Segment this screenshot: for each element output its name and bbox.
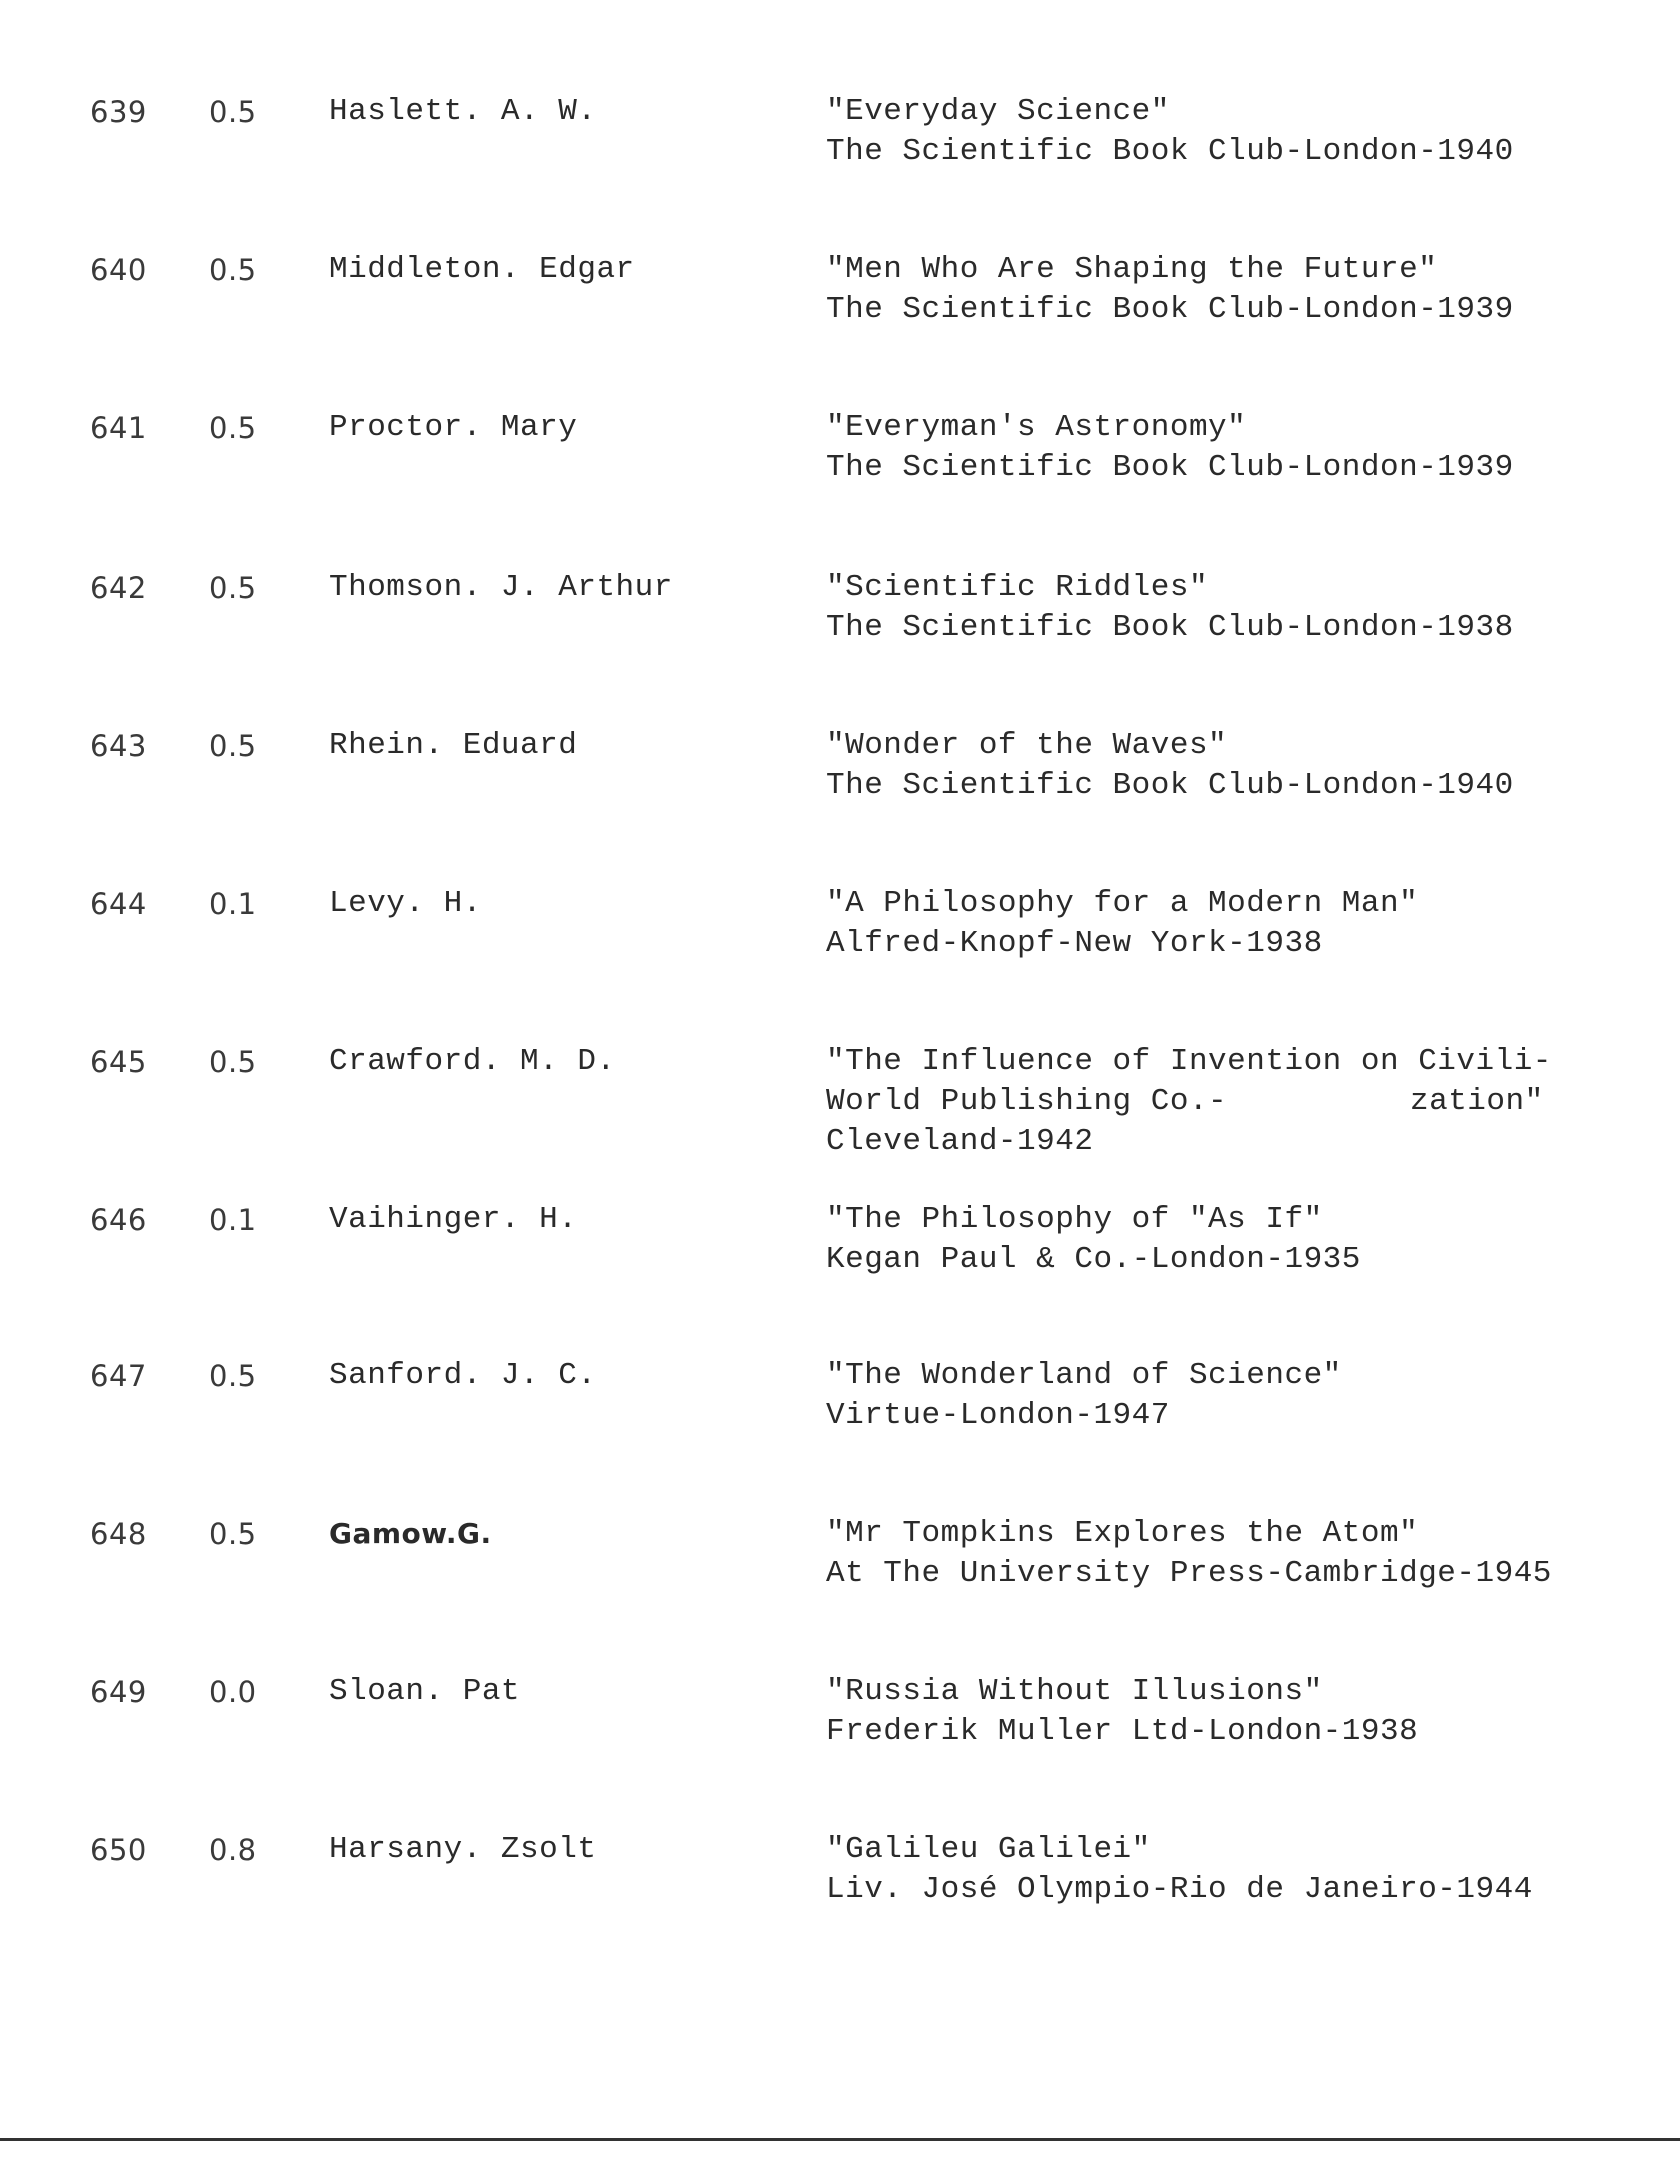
- entry-number: 645: [90, 1045, 147, 1079]
- catalog-entry-648: [0, 1514, 1680, 1634]
- entry-author: Sanford. J. C.: [329, 1358, 597, 1393]
- catalog-entry-639: [0, 92, 1680, 212]
- entry-author: Gamow.G.: [329, 1517, 492, 1550]
- entry-number: 644: [90, 887, 147, 921]
- catalog-entry-649: [0, 1672, 1680, 1792]
- catalog-entry-650: [0, 1830, 1680, 1950]
- entry-title: "Galileu Galilei": [826, 1832, 1151, 1867]
- entry-author: Harsany. Zsolt: [329, 1832, 597, 1867]
- entry-value: 0.0: [209, 1675, 257, 1709]
- entry-number: 643: [90, 729, 147, 763]
- entry-publisher: Alfred-Knopf-New York-1938: [826, 926, 1323, 961]
- entry-value: 0.5: [209, 729, 257, 763]
- entry-title: "Russia Without Illusions": [826, 1674, 1323, 1709]
- entry-publisher: At The University Press-Cambridge-1945: [826, 1556, 1552, 1591]
- page-bottom-rule: [0, 2138, 1680, 2141]
- catalog-entry-645: [0, 1042, 1680, 1162]
- entry-number: 646: [90, 1203, 147, 1237]
- entry-number: 648: [90, 1517, 147, 1551]
- entry-number: 639: [90, 95, 147, 129]
- entry-number: 647: [90, 1359, 147, 1393]
- entry-title: "Men Who Are Shaping the Future": [826, 252, 1438, 287]
- entry-publisher: The Scientific Book Club-London-1940: [826, 768, 1514, 803]
- entry-publisher: The Scientific Book Club-London-1939: [826, 450, 1514, 485]
- entry-number: 649: [90, 1675, 147, 1709]
- entry-title-continuation: zation": [1410, 1084, 1544, 1119]
- entry-publisher: World Publishing Co.-: [826, 1084, 1228, 1119]
- entry-publisher-continuation: Cleveland-1942: [826, 1124, 1094, 1159]
- entry-author: Proctor. Mary: [329, 410, 578, 445]
- entry-value: 0.5: [209, 95, 257, 129]
- entry-value: 0.5: [209, 1045, 257, 1079]
- entry-value: 0.8: [209, 1833, 257, 1867]
- entry-title: "The Influence of Invention on Civili-: [826, 1044, 1552, 1079]
- entry-title: "The Philosophy of "As If": [826, 1202, 1323, 1237]
- entry-value: 0.1: [209, 1203, 257, 1237]
- catalog-entry-647: [0, 1356, 1680, 1476]
- entry-author: Thomson. J. Arthur: [329, 570, 673, 605]
- entry-author: Middleton. Edgar: [329, 252, 635, 287]
- entry-title: "Wonder of the Waves": [826, 728, 1228, 763]
- entry-publisher: The Scientific Book Club-London-1938: [826, 610, 1514, 645]
- entry-value: 0.1: [209, 887, 257, 921]
- entry-number: 642: [90, 571, 147, 605]
- entry-title: "Everyday Science": [826, 94, 1170, 129]
- entry-number: 650: [90, 1833, 147, 1867]
- entry-title: "The Wonderland of Science": [826, 1358, 1342, 1393]
- entry-value: 0.5: [209, 1359, 257, 1393]
- entry-publisher: Frederik Muller Ltd-London-1938: [826, 1714, 1419, 1749]
- catalog-entry-640: [0, 250, 1680, 370]
- entry-publisher: Liv. José Olympio-Rio de Janeiro-1944: [826, 1872, 1533, 1907]
- entry-title: "Scientific Riddles": [826, 570, 1209, 605]
- entry-publisher: The Scientific Book Club-London-1939: [826, 292, 1514, 327]
- entry-publisher: The Scientific Book Club-London-1940: [826, 134, 1514, 169]
- entry-author: Vaihinger. H.: [329, 1202, 578, 1237]
- entry-value: 0.5: [209, 1517, 257, 1551]
- entry-title: "Everyman's Astronomy": [826, 410, 1247, 445]
- catalog-entry-644: [0, 884, 1680, 1004]
- entry-title: "Mr Tompkins Explores the Atom": [826, 1516, 1419, 1551]
- entry-author: Crawford. M. D.: [329, 1044, 616, 1079]
- entry-title: "A Philosophy for a Modern Man": [826, 886, 1419, 921]
- entry-value: 0.5: [209, 411, 257, 445]
- catalog-entry-646: [0, 1200, 1680, 1320]
- catalog-entry-643: [0, 726, 1680, 846]
- entry-value: 0.5: [209, 253, 257, 287]
- entry-author: Rhein. Eduard: [329, 728, 578, 763]
- entry-publisher: Kegan Paul & Co.-London-1935: [826, 1242, 1361, 1277]
- entry-number: 640: [90, 253, 147, 287]
- catalog-entry-642: [0, 568, 1680, 688]
- entry-publisher: Virtue-London-1947: [826, 1398, 1170, 1433]
- entry-author: Haslett. A. W.: [329, 94, 597, 129]
- entry-author: Levy. H.: [329, 886, 482, 921]
- entry-value: 0.5: [209, 571, 257, 605]
- entry-author: Sloan. Pat: [329, 1674, 521, 1709]
- entry-number: 641: [90, 411, 147, 445]
- catalog-entry-641: [0, 408, 1680, 528]
